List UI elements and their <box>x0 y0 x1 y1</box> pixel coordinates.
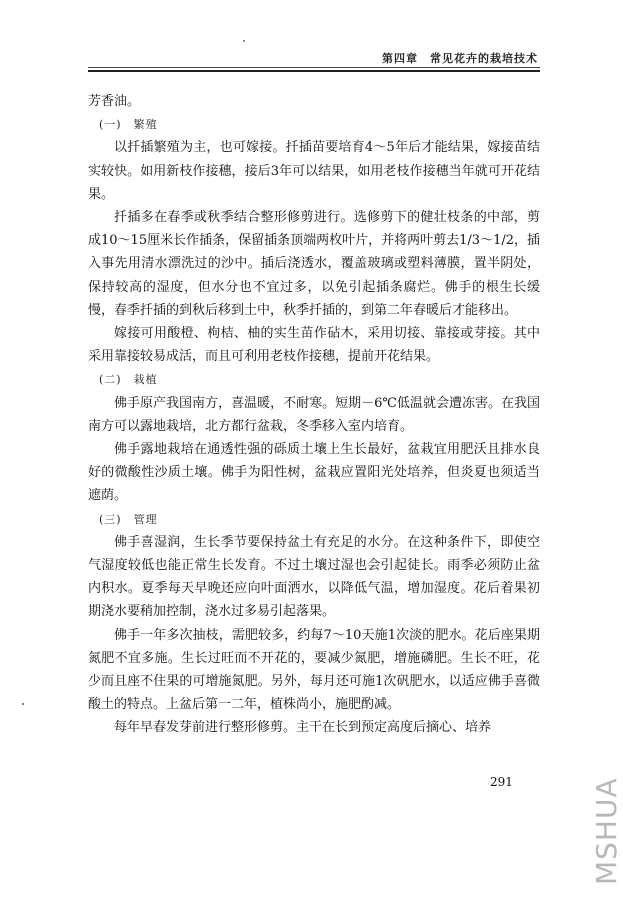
paragraph: 扦插多在春季或秋季结合整形修剪进行。选修剪下的健壮枝条的中部，剪成10～15厘米长作插条，保留插条顶端两枚叶片，并将两叶剪去1/3～1/2，插入事先用清水漂洗过的沙中。插后浇透水，覆盖玻璃或塑料薄膜，置半阴处，保持较高的湿度，但水分也不宜过多，以免引起插条腐烂。佛手的根生长缓慢，春季扦插的到秋后移到土中，秋季扦插的，到第二年春暖后才能移出。 <box>88 210 540 318</box>
section-heading: (三) 管理 <box>99 512 158 526</box>
page-number: 291 <box>490 775 513 789</box>
paragraph: 芳香油。 <box>88 94 141 109</box>
watermark: MSHUA <box>590 777 623 885</box>
paragraph: 以扦插繁殖为主，也可嫁接。扦插苗要培育4～5年后才能结果，嫁接苗结实较快。如用新枝作接穗，接后3年可以结果，如用老枝作接穗当年就可开花结果。 <box>88 140 540 202</box>
page-body <box>88 90 540 740</box>
paragraph: 佛手原产我国南方，喜温暖，不耐寒。短期－6℃低温就会遭冻害。在我国南方可以露地栽培，北方都行盆栽，冬季移入室内培育。 <box>88 395 540 434</box>
scan-speck <box>22 703 24 705</box>
running-header <box>88 46 540 72</box>
scan-speck <box>243 40 245 42</box>
paragraph: 佛手露地栽培在通透性强的砾质土壤上生长最好，盆栽宜用肥沃且排水良好的微酸性沙质土壤。佛手为阳性树，盆栽应置阳光处培养，但炎夏也须适当遮荫。 <box>88 442 540 504</box>
paragraph: 佛手一年多次抽枝，需肥较多，约每7～10天施1次淡的肥水。花后座果期氮肥不宜多施。生长过旺而不开花的，要减少氮肥，增施磷肥。生长不旺，花少而且座不住果的可增施氮肥。另外，每月还可施1次矾肥水，以适应佛手喜微酸土的特点。上盆后第一二年，植株尚小，施肥酌减。 <box>88 627 540 713</box>
chapter-title: 第四章 常见花卉的栽培技术 <box>382 52 538 65</box>
header-rule-thick <box>88 70 540 72</box>
paragraph: 嫁接可用酸橙、枸桔、柚的实生苗作砧木，采用切接、靠接或芽接。其中采用靠接较易成活，而且可利用老枝作接穗，提前开花结果。 <box>88 326 540 365</box>
section-heading: (二) 栽植 <box>99 373 158 387</box>
paragraph: 每年早春发芽前进行整形修剪。主干在长到预定高度后摘心、培养 <box>114 720 492 736</box>
header-rule-thin <box>88 67 540 68</box>
paragraph: 佛手喜湿润，生长季节要保持盆土有充足的水分。在这种条件下，即使空气湿度较低也能正常生长发育。不过土壤过湿也会引起徒长。雨季必须防止盆内积水。夏季每天早晚还应向叶面洒水，以降低气温，增加湿度。花后着果初期浇水要稍加控制，浇水过多易引起落果。 <box>88 534 540 620</box>
section-heading: (一) 繁殖 <box>99 118 158 132</box>
